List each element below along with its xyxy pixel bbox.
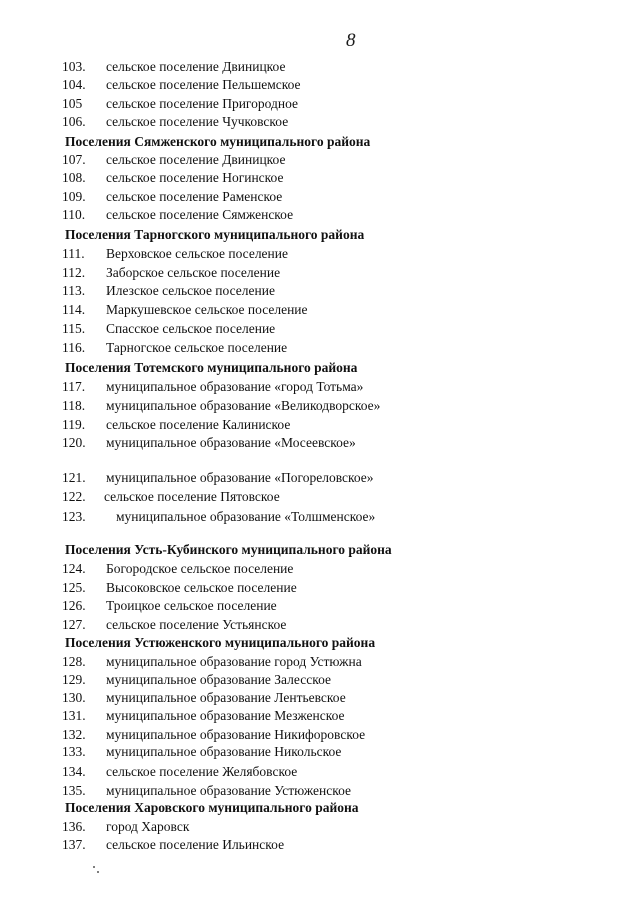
item-text: Спасское сельское поселение (106, 321, 276, 336)
item-number: 103. (62, 59, 86, 74)
item-number: 120. (62, 435, 86, 450)
item-number: 106. (62, 114, 86, 129)
item-text: Маркушевское сельское поселение (106, 302, 308, 317)
item-number: 121. (62, 470, 86, 485)
item-number: 113. (62, 283, 86, 298)
item-number: 118. (62, 398, 86, 413)
list-item (62, 835, 284, 854)
item-number: 114. (62, 302, 86, 317)
list-item (62, 507, 375, 526)
list-item (62, 688, 346, 707)
list-item (62, 94, 298, 113)
item-number: 133. (62, 744, 86, 759)
item-text: Высоковское сельское поселение (106, 580, 297, 595)
item-number: 112. (62, 265, 86, 280)
list-item (62, 396, 380, 415)
item-text: муниципальное образование город Устюжна (106, 654, 362, 669)
item-number: 116. (62, 340, 86, 355)
list-item (62, 762, 297, 781)
item-text: муниципальное образование Лентьевское (106, 690, 346, 705)
list-item (62, 652, 362, 671)
item-text: муниципальное образование Никифоровское (106, 727, 366, 742)
item-text: муниципальное образование «Великодворское» (106, 398, 381, 413)
item-text: муниципальное образование «город Тотьма» (106, 379, 364, 394)
item-number: 129. (62, 672, 86, 687)
item-text: муниципальное образование «Мосеевское» (106, 435, 356, 450)
item-text: сельское поселение Пригородное (106, 96, 298, 111)
item-number: 126. (62, 598, 86, 613)
item-text: муниципальное образование Мезженское (106, 708, 345, 723)
list-item (62, 57, 285, 76)
list-item (62, 338, 287, 357)
item-number: 136. (62, 819, 86, 834)
item-text: сельское поселение Двиницкое (106, 59, 286, 74)
list-item (62, 319, 275, 338)
district-heading: Поселения Тарногского муниципального района (65, 227, 365, 242)
list-item (62, 263, 280, 282)
item-number: 111. (62, 246, 85, 261)
item-text: муниципальное образование Никольское (106, 744, 342, 759)
item-number: 104. (62, 77, 86, 92)
item-number: 109. (62, 189, 86, 204)
item-number: 110. (62, 207, 86, 222)
item-text: сельское поселение Двиницкое (106, 152, 286, 167)
list-item (62, 75, 301, 94)
item-text: сельское поселение Устьянское (106, 617, 287, 632)
list-item (62, 150, 285, 169)
item-text: муниципальное образование Залесское (106, 672, 331, 687)
item-number: 107. (62, 152, 86, 167)
item-text: муниципальное образование «Толшменское» (116, 509, 376, 524)
list-item (62, 205, 293, 224)
item-number: 135. (62, 783, 86, 798)
list-item (62, 112, 288, 131)
district-heading: Поселения Харовского муниципального района (65, 800, 359, 815)
list-item (62, 433, 356, 452)
item-text: сельское поселение Ногинское (106, 170, 284, 185)
item-number: 108. (62, 170, 86, 185)
item-text: сельское поселение Чучковское (106, 114, 289, 129)
district-heading: Поселения Сямженского муниципального района (65, 134, 371, 149)
list-item (62, 168, 283, 187)
district-heading: Поселения Устюженского муниципального района (65, 635, 376, 650)
item-number: 131. (62, 708, 86, 723)
list-item (62, 706, 345, 725)
list-item (62, 281, 275, 300)
item-number: 132. (62, 727, 86, 742)
list-item (62, 487, 280, 506)
list-item (62, 670, 331, 689)
item-number: 125. (62, 580, 86, 595)
list-item (62, 578, 297, 597)
item-text: Илезское сельское поселение (106, 283, 275, 298)
item-text: сельское поселение Пельшемское (106, 77, 301, 92)
item-text: сельское поселение Раменское (106, 189, 283, 204)
list-item (62, 415, 290, 434)
item-number: 119. (62, 417, 86, 432)
item-text: сельское поселение Желябовское (106, 764, 298, 779)
list-item (62, 377, 363, 396)
list-item (62, 615, 286, 634)
item-number: 117. (62, 379, 86, 394)
item-number: 128. (62, 654, 86, 669)
item-number: 134. (62, 764, 86, 779)
item-text: муниципальное образование «Погореловское» (106, 470, 374, 485)
list-item (62, 300, 308, 319)
item-text: сельское поселение Пятовское (104, 489, 280, 504)
item-number: 137. (62, 837, 86, 852)
item-text: сельское поселение Ильинское (106, 837, 285, 852)
item-text: Верховское сельское поселение (106, 246, 288, 261)
item-text: Тарногское сельское поселение (106, 340, 288, 355)
item-text: муниципальное образование Устюженское (106, 783, 352, 798)
item-number: 130. (62, 690, 86, 705)
item-text: Троицкое сельское поселение (106, 598, 277, 613)
item-text: город Харовск (106, 819, 190, 834)
page-number: 8 (346, 30, 356, 51)
scan-speck (97, 871, 99, 873)
item-number: 115. (62, 321, 86, 336)
item-text: Заборское сельское поселение (106, 265, 281, 280)
list-item (62, 742, 341, 761)
list-item (62, 559, 293, 578)
district-heading: Поселения Усть-Кубинского муниципального района (65, 542, 392, 557)
item-text: сельское поселение Сямженское (106, 207, 294, 222)
item-text: Богородское сельское поселение (106, 561, 294, 576)
list-item (62, 468, 374, 487)
item-text: сельское поселение Калиниское (106, 417, 291, 432)
item-number: 127. (62, 617, 86, 632)
list-item (62, 817, 189, 836)
item-number: 105 (62, 96, 83, 111)
scan-speck (93, 866, 95, 868)
district-heading: Поселения Тотемского муниципального района (65, 360, 358, 375)
list-item (62, 187, 282, 206)
item-number: 124. (62, 561, 86, 576)
list-item (62, 244, 288, 263)
item-number: 122. (62, 489, 86, 504)
item-number: 123. (62, 509, 86, 524)
list-item (62, 596, 277, 615)
